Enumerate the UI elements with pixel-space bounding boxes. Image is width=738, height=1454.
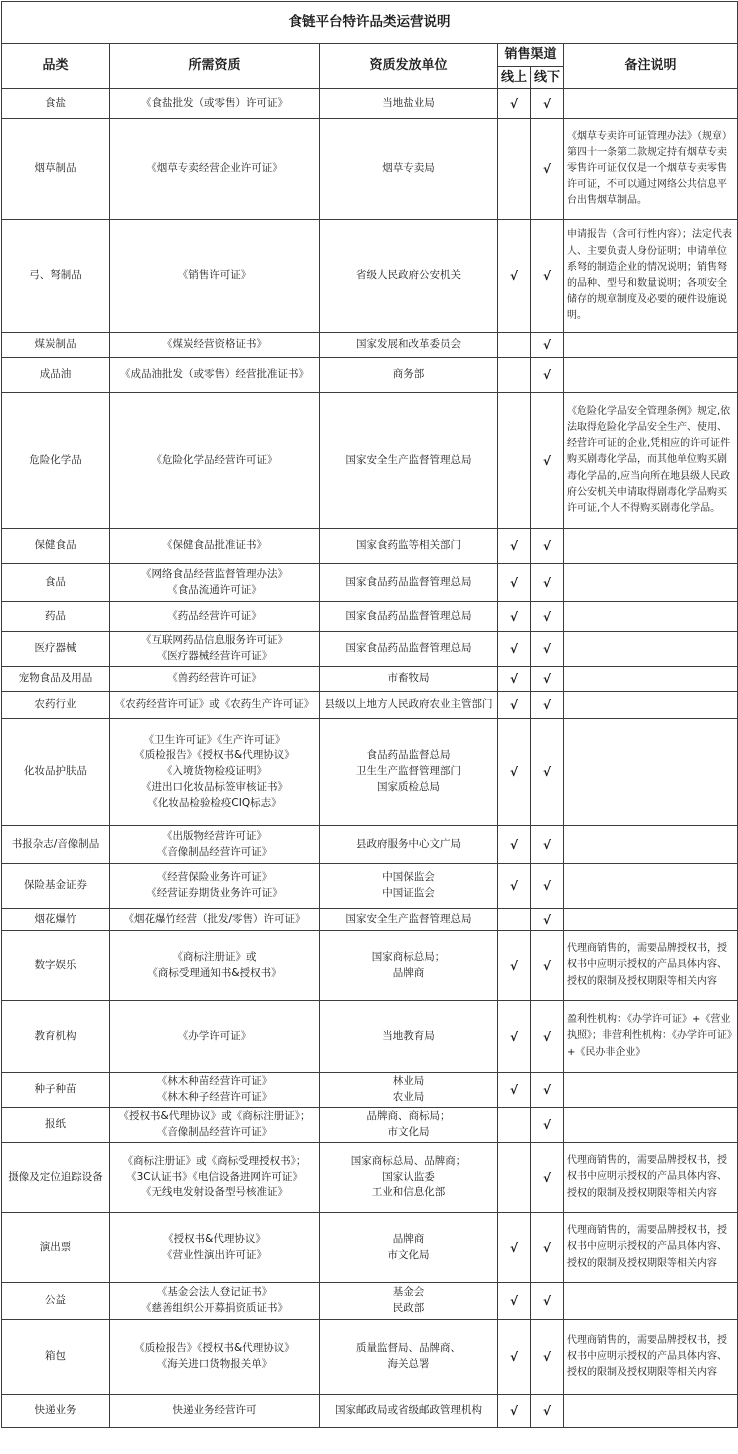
requirements-cell (110, 358, 320, 393)
notes-cell (564, 1108, 738, 1143)
issuer-cell (320, 564, 498, 602)
requirement-line: 《兽药经营许可证》 (167, 672, 262, 685)
header-channel: 销售渠道 (498, 44, 564, 67)
issuer-line: 商务部 (392, 368, 425, 381)
requirement-line: 《海关进口货物报关单》 (156, 1358, 273, 1370)
issuer-line: 卫生生产监督管理部门 (356, 765, 461, 778)
requirement-line: 《慈善组织公开募捐资质证书》 (141, 1302, 288, 1314)
issuer-line: 海关总署 (387, 1358, 430, 1370)
table-row (2, 119, 738, 220)
offline-check-cell: √ (531, 119, 564, 220)
category-cell: 食品 (2, 564, 110, 602)
issuer-line: 烟草专卖局 (382, 162, 435, 175)
notes-cell (564, 931, 738, 1001)
issuer-cell (320, 864, 498, 909)
issuer-line: 林业局 (392, 1075, 425, 1088)
header-requirements: 所需资质 (110, 44, 320, 89)
online-check-cell (498, 1108, 531, 1143)
online-check-cell: √ (498, 667, 531, 692)
requirements-cell (110, 529, 320, 564)
issuer-line: 市畜牧局 (387, 672, 430, 685)
online-check-cell: √ (498, 1001, 531, 1073)
table-row (2, 1395, 738, 1428)
online-check-cell: √ (498, 564, 531, 602)
requirement-line: 《商标注册证》或 (172, 950, 257, 963)
online-check-cell: √ (498, 220, 531, 333)
header-offline: 线下 (531, 67, 564, 89)
offline-check-cell: √ (531, 826, 564, 864)
table-row (2, 1108, 738, 1143)
requirements-cell (110, 1213, 320, 1283)
notes-cell (564, 1395, 738, 1428)
notes-cell (564, 119, 738, 220)
table-body (2, 89, 738, 1428)
requirement-line: 《烟草专卖经营企业许可证》 (146, 162, 283, 175)
category-cell: 煤炭制品 (2, 333, 110, 358)
offline-check-cell: √ (531, 692, 564, 719)
notes-cell (564, 909, 738, 931)
offline-check-cell: √ (531, 667, 564, 692)
requirement-line: 《质检报告》《授权书&代理协议》 (134, 749, 295, 762)
offline-check-cell: √ (531, 220, 564, 333)
category-cell: 保健食品 (2, 529, 110, 564)
notes-cell (564, 826, 738, 864)
issuer-line: 国家发展和改革委员会 (356, 338, 461, 351)
requirement-line: 《出版物经营许可证》 (162, 829, 267, 842)
online-check-cell: √ (498, 864, 531, 909)
category-cell: 药品 (2, 602, 110, 632)
notes-cell (564, 1073, 738, 1108)
issuer-cell (320, 1320, 498, 1395)
category-cell: 农药行业 (2, 692, 110, 719)
requirements-cell (110, 333, 320, 358)
notes-text: 代理商销售的，需要品牌授权书，授权书中应明示授权的产品具体内容、授权的限制及授权期限等相关内容 (567, 1155, 727, 1199)
requirements-cell (110, 864, 320, 909)
notes-cell (564, 719, 738, 826)
online-check-cell (498, 358, 531, 393)
requirements-cell (110, 667, 320, 692)
requirements-cell (110, 602, 320, 632)
online-check-cell (498, 1143, 531, 1213)
notes-cell (564, 632, 738, 667)
online-check-cell (498, 393, 531, 529)
requirement-line: 《经营证券期货业务许可证》 (146, 887, 283, 899)
table-title: 食链平台特许品类运营说明 (2, 2, 738, 44)
offline-check-cell: √ (531, 602, 564, 632)
offline-check-cell: √ (531, 1213, 564, 1283)
online-check-cell: √ (498, 931, 531, 1001)
requirement-line: 《无线电发射设备型号核准证》 (141, 1186, 288, 1199)
notes-cell (564, 864, 738, 909)
table-row (2, 333, 738, 358)
issuer-cell (320, 220, 498, 333)
offline-check-cell: √ (531, 564, 564, 602)
notes-cell (564, 1283, 738, 1320)
table-row (2, 719, 738, 826)
online-check-cell: √ (498, 632, 531, 667)
issuer-line: 国家邮政局或省级邮政管理机构 (335, 1404, 482, 1417)
issuer-cell (320, 1073, 498, 1108)
notes-cell (564, 333, 738, 358)
online-check-cell: √ (498, 1395, 531, 1428)
category-cell: 化妆品护肤品 (2, 719, 110, 826)
requirement-line: 《音像制品经营许可证》 (156, 845, 273, 858)
notes-text: 申请报告（含可行性内容）；法定代表人、主要负责人身份证明；申请单位系弩的制造企业的情况说明；销售弩的品种、型号和数量说明；各项安全储存的规章制度及必要的硬件设施说明。 (567, 229, 732, 322)
table-row (2, 1283, 738, 1320)
issuer-cell (320, 931, 498, 1001)
issuer-line: 国家食品药品监督管理总局 (345, 642, 472, 655)
offline-check-cell: √ (531, 529, 564, 564)
requirements-cell (110, 1283, 320, 1320)
issuer-cell (320, 826, 498, 864)
category-cell: 报纸 (2, 1108, 110, 1143)
requirements-cell (110, 1320, 320, 1395)
issuer-line: 当地盐业局 (382, 96, 435, 109)
requirement-line: 《办学许可证》 (177, 1029, 252, 1042)
table-row (2, 393, 738, 529)
category-cell: 公益 (2, 1283, 110, 1320)
online-check-cell: √ (498, 1213, 531, 1283)
requirement-line: 《卫生许可证》《生产许可证》 (143, 733, 286, 746)
notes-text: 《危险化学品安全管理条例》规定,依法取得危险化学品安全生产、使用、经营许可证的企业,凭相应的许可证件购买剧毒化学品，而其他单位购买剧毒化学品的,应当向所在地县级人民政府公安机关申请取得剧毒化学品购买许可证,个人不得购买剧毒化学品。 (567, 405, 731, 514)
requirement-line: 《林木种子经营许可证》 (156, 1091, 273, 1103)
requirements-cell (110, 564, 320, 602)
issuer-cell (320, 1283, 498, 1320)
requirement-line: 《入境货物检疫证明》 (162, 765, 267, 778)
offline-check-cell: √ (531, 1320, 564, 1395)
table-row (2, 358, 738, 393)
requirement-line: 《农药经营许可证》或《农药生产许可证》 (114, 698, 315, 711)
offline-check-cell: √ (531, 358, 564, 393)
requirement-line: 《医疗器械经营许可证》 (156, 650, 273, 662)
category-cell: 烟花爆竹 (2, 909, 110, 931)
issuer-line: 国家食品药品监督管理总局 (345, 609, 472, 622)
category-cell: 演出票 (2, 1213, 110, 1283)
requirement-line: 《林木种苗经营许可证》 (156, 1075, 273, 1088)
header-online: 线上 (498, 67, 531, 89)
issuer-cell (320, 632, 498, 667)
notes-cell (564, 1143, 738, 1213)
online-check-cell: √ (498, 719, 531, 826)
notes-cell (564, 529, 738, 564)
issuer-line: 市文化局 (387, 1248, 430, 1261)
issuer-line: 国家食品药品监督管理总局 (345, 575, 472, 588)
issuer-cell (320, 667, 498, 692)
requirement-line: 《成品油批发（或零售）经营批准证书》 (120, 368, 309, 381)
notes-cell (564, 358, 738, 393)
offline-check-cell: √ (531, 393, 564, 529)
offline-check-cell: √ (531, 909, 564, 931)
online-check-cell: √ (498, 1283, 531, 1320)
requirement-line: 《商标受理通知书&授权书》 (147, 966, 282, 979)
notes-text: 盈利性机构：《办学许可证》+《营业执照》；非营利性机构：《办学许可证》+《民办非企业》 (567, 1014, 732, 1058)
offline-check-cell: √ (531, 1395, 564, 1428)
issuer-cell (320, 692, 498, 719)
table-row (2, 826, 738, 864)
online-check-cell (498, 909, 531, 931)
requirement-line: 《授权书&代理协议》 (163, 1232, 266, 1245)
table-row (2, 667, 738, 692)
table-row (2, 864, 738, 909)
category-cell: 烟草制品 (2, 119, 110, 220)
issuer-line: 国家认监委 (382, 1170, 435, 1183)
category-cell: 食盐 (2, 89, 110, 119)
issuer-cell (320, 1108, 498, 1143)
table-row (2, 220, 738, 333)
requirement-line: 《食盐批发（或零售）许可证》 (141, 96, 288, 109)
table-row (2, 564, 738, 602)
requirements-cell (110, 393, 320, 529)
issuer-line: 工业和信息化部 (371, 1186, 446, 1199)
notes-cell (564, 1001, 738, 1073)
offline-check-cell: √ (531, 89, 564, 119)
table-row (2, 1320, 738, 1395)
requirements-cell (110, 89, 320, 119)
category-cell: 保险基金证券 (2, 864, 110, 909)
issuer-cell (320, 393, 498, 529)
issuer-cell (320, 358, 498, 393)
requirements-cell (110, 692, 320, 719)
notes-cell (564, 667, 738, 692)
category-cell: 宠物食品及用品 (2, 667, 110, 692)
requirements-cell (110, 119, 320, 220)
notes-cell (564, 564, 738, 602)
table-row (2, 692, 738, 719)
notes-text: 代理商销售的，需要品牌授权书，授权书中应明示授权的产品具体内容、授权的限制及授权期限等相关内容 (567, 1334, 727, 1379)
issuer-cell (320, 119, 498, 220)
category-cell: 数字娱乐 (2, 931, 110, 1001)
category-cell: 快递业务 (2, 1395, 110, 1428)
offline-check-cell: √ (531, 719, 564, 826)
requirement-line: 《商标注册证》或《商标受理授权书》； (122, 1154, 307, 1167)
issuer-cell (320, 1213, 498, 1283)
requirement-line: 《药品经营许可证》 (167, 609, 262, 622)
requirement-line: 《化妆品检验检疫CIQ标志》 (147, 796, 282, 809)
issuer-line: 品牌商、商标局； (366, 1110, 451, 1123)
issuer-line: 民政部 (392, 1302, 425, 1314)
table-row (2, 89, 738, 119)
issuer-cell (320, 602, 498, 632)
issuer-line: 当地教育局 (382, 1029, 435, 1042)
online-check-cell (498, 119, 531, 220)
table-row (2, 602, 738, 632)
requirements-cell (110, 220, 320, 333)
notes-text: 《烟草专卖许可证管理办法》（规章）第四十一条第二款规定持有烟草专卖零售许可证仅仅是一个烟草专卖零售许可证，不可以通过网络公共信息平台出售烟草制品。 (567, 130, 732, 207)
offline-check-cell: √ (531, 931, 564, 1001)
online-check-cell: √ (498, 529, 531, 564)
notes-cell (564, 1213, 738, 1283)
requirements-cell (110, 1001, 320, 1073)
issuer-line: 国家安全生产监督管理总局 (345, 453, 472, 466)
requirement-line: 《3C认证书》《电信设备进网许可证》 (126, 1170, 303, 1183)
requirement-line: 《烟花爆竹经营（批发/零售）许可证》 (123, 912, 306, 925)
issuer-line: 基金会 (392, 1286, 425, 1299)
requirement-line: 《危险化学品经营许可证》 (151, 453, 278, 466)
notes-text: 代理商销售的，需要品牌授权书，授权书中应明示授权的产品具体内容、授权的限制及授权期限等相关内容 (567, 943, 727, 987)
category-cell: 弓、弩制品 (2, 220, 110, 333)
issuer-cell (320, 1395, 498, 1428)
issuer-cell (320, 1143, 498, 1213)
issuer-line: 农业局 (392, 1091, 425, 1103)
requirement-line: 《煤炭经营资格证书》 (162, 338, 267, 351)
requirements-cell (110, 909, 320, 931)
issuer-line: 国家安全生产监督管理总局 (345, 912, 472, 925)
online-check-cell: √ (498, 602, 531, 632)
issuer-line: 省级人民政府公安机关 (356, 269, 461, 282)
table-row (2, 529, 738, 564)
issuer-line: 中国保监会 (382, 871, 435, 884)
table-row (2, 909, 738, 931)
issuer-line: 食品药品监督总局 (366, 749, 451, 762)
issuer-line: 国家质检总局 (377, 780, 440, 793)
issuer-line: 品牌商 (392, 966, 425, 979)
requirement-line: 《互联网药品信息服务许可证》 (141, 634, 288, 647)
regulation-table (1, 1, 738, 1428)
notes-cell (564, 393, 738, 529)
online-check-cell: √ (498, 89, 531, 119)
category-cell: 书报杂志/音像制品 (2, 826, 110, 864)
issuer-cell (320, 1001, 498, 1073)
issuer-line: 质量监督局、品牌商、 (356, 1342, 461, 1355)
notes-cell (564, 692, 738, 719)
issuer-cell (320, 333, 498, 358)
online-check-cell: √ (498, 1073, 531, 1108)
notes-cell (564, 220, 738, 333)
issuer-cell (320, 529, 498, 564)
requirements-cell (110, 1108, 320, 1143)
requirement-line: 《进出口化妆品标签审核证书》 (141, 780, 288, 793)
header-notes: 备注说明 (564, 44, 738, 89)
issuer-line: 品牌商 (392, 1232, 425, 1245)
table-row (2, 1001, 738, 1073)
requirements-cell (110, 931, 320, 1001)
table-row (2, 1213, 738, 1283)
requirements-cell (110, 1143, 320, 1213)
offline-check-cell: √ (531, 333, 564, 358)
table-row (2, 1073, 738, 1108)
notes-cell (564, 602, 738, 632)
issuer-line: 县级以上地方人民政府农业主管部门 (324, 698, 493, 711)
category-cell: 种子种苗 (2, 1073, 110, 1108)
offline-check-cell: √ (531, 1283, 564, 1320)
online-check-cell: √ (498, 1320, 531, 1395)
requirement-line: 《保健食品批准证书》 (162, 539, 267, 552)
offline-check-cell: √ (531, 1001, 564, 1073)
offline-check-cell: √ (531, 1108, 564, 1143)
table-row (2, 931, 738, 1001)
requirement-line: 《基金会法人登记证书》 (156, 1286, 273, 1299)
requirement-line: 《营业性演出许可证》 (162, 1248, 267, 1261)
requirement-line: 快递业务经营许可 (172, 1404, 257, 1417)
notes-text: 代理商销售的，需要品牌授权书，授权书中应明示授权的产品具体内容、授权的限制及授权期限等相关内容 (567, 1225, 727, 1269)
requirements-cell (110, 826, 320, 864)
requirement-line: 《授权书&代理协议》或《商标注册证》； (118, 1110, 311, 1123)
issuer-line: 国家商标总局； (371, 950, 446, 963)
table-row (2, 1143, 738, 1213)
offline-check-cell: √ (531, 632, 564, 667)
issuer-line: 中国证监会 (382, 887, 435, 899)
issuer-cell (320, 909, 498, 931)
requirement-line: 《销售许可证》 (177, 269, 252, 282)
issuer-line: 县政府服务中心文广局 (356, 837, 461, 850)
requirement-line: 《音像制品经营许可证》 (156, 1126, 273, 1138)
issuer-line: 市文化局 (387, 1126, 430, 1138)
requirement-line: 《质检报告》《授权书&代理协议》 (134, 1342, 295, 1355)
online-check-cell: √ (498, 826, 531, 864)
offline-check-cell: √ (531, 864, 564, 909)
requirement-line: 《经营保险业务许可证》 (156, 871, 273, 884)
category-cell: 箱包 (2, 1320, 110, 1395)
issuer-line: 国家商标总局、品牌商； (350, 1154, 467, 1167)
offline-check-cell: √ (531, 1143, 564, 1213)
offline-check-cell: √ (531, 1073, 564, 1108)
category-cell: 教育机构 (2, 1001, 110, 1073)
notes-cell (564, 89, 738, 119)
online-check-cell: √ (498, 692, 531, 719)
notes-cell (564, 1320, 738, 1395)
table-row (2, 632, 738, 667)
requirement-line: 《食品流通许可证》 (167, 583, 262, 596)
category-cell: 危险化学品 (2, 393, 110, 529)
requirements-cell (110, 719, 320, 826)
requirements-cell (110, 632, 320, 667)
category-cell: 成品油 (2, 358, 110, 393)
requirements-cell (110, 1395, 320, 1428)
requirement-line: 《网络食品经营监督管理办法》 (141, 567, 288, 580)
header-category: 品类 (2, 44, 110, 89)
requirements-cell (110, 1073, 320, 1108)
header-issuer: 资质发放单位 (320, 44, 498, 89)
issuer-line: 国家食药监等相关部门 (356, 539, 461, 552)
online-check-cell (498, 333, 531, 358)
issuer-cell (320, 89, 498, 119)
issuer-cell (320, 719, 498, 826)
category-cell: 摄像及定位追踪设备 (2, 1143, 110, 1213)
category-cell: 医疗器械 (2, 632, 110, 667)
